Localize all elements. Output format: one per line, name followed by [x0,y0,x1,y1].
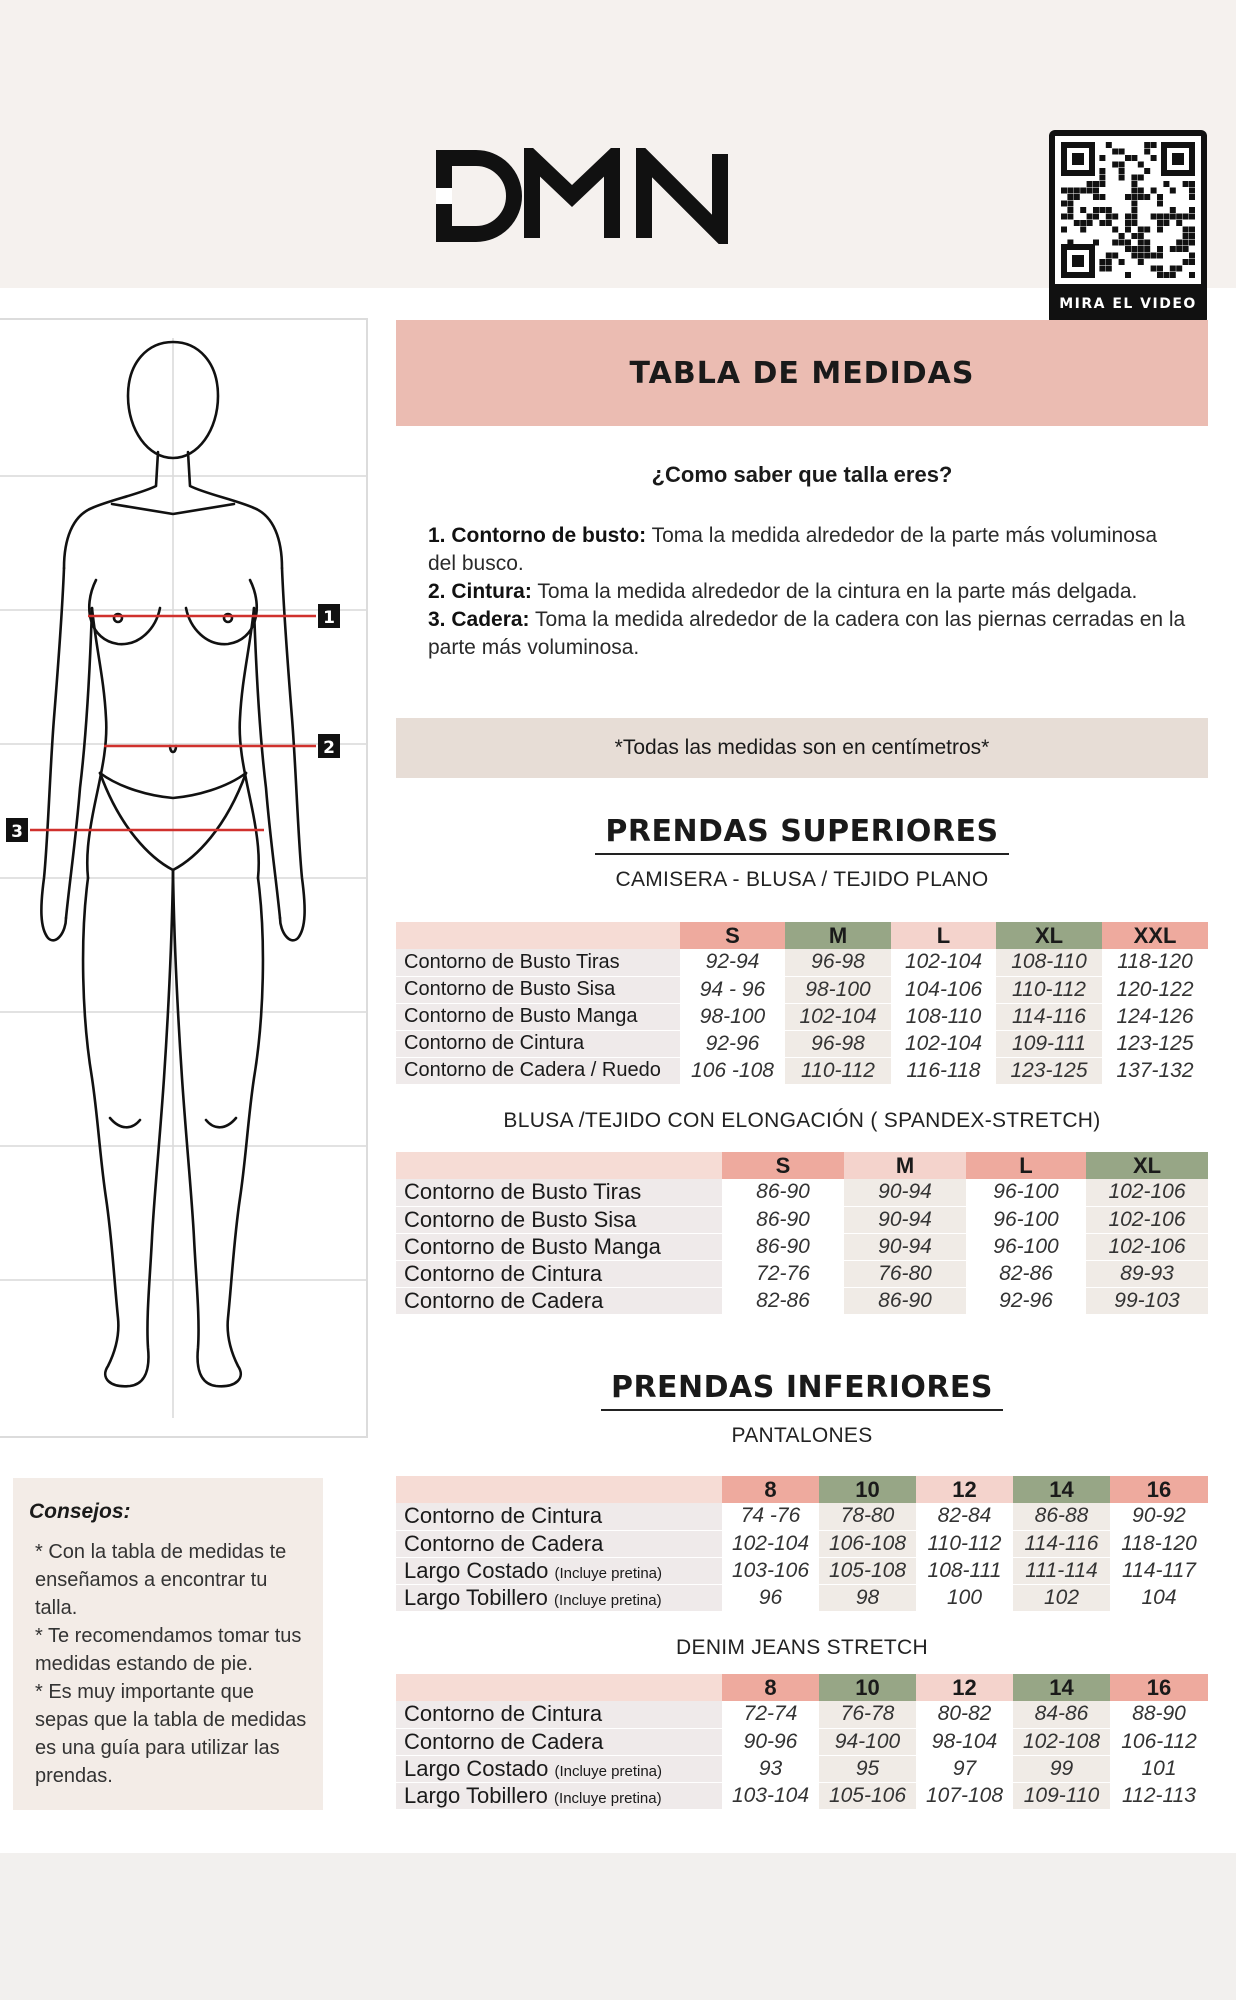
table-row [396,1530,1208,1557]
row-label [396,1503,722,1530]
cell: 92-96 [966,1287,1086,1314]
cell: 82-86 [966,1260,1086,1287]
cell: 123-125 [1102,1030,1208,1057]
size-header: L [891,922,996,949]
marker-1: 1 [323,608,335,628]
cell: 120-122 [1102,976,1208,1003]
qr-code-badge[interactable] [1049,130,1207,325]
cell: 94-100 [819,1728,916,1755]
cell: 111-114 [1013,1557,1110,1584]
cell: 104-106 [891,976,996,1003]
row-label-text: Largo Costado [404,1755,549,1781]
cell: 98-100 [785,976,891,1003]
table-row [396,1755,1208,1782]
table-corner [396,1152,722,1179]
size-header: S [680,922,785,949]
page-title: TABLA DE MEDIDAS [629,355,975,391]
cell: 78-80 [819,1503,916,1530]
row-label-text: Largo Tobillero [404,1782,548,1808]
size-header: 14 [1013,1476,1110,1503]
cell: 106 -108 [680,1057,785,1084]
size-header: M [785,922,891,949]
cell: 101 [1110,1755,1208,1782]
size-header: 16 [1110,1674,1208,1701]
section-heading: PRENDAS INFERIORES [601,1370,1003,1411]
cell: 106-108 [819,1530,916,1557]
row-label-note: (Incluye pretina) [554,1789,662,1807]
marker-2: 2 [323,738,335,758]
row-label: Contorno de Busto Tiras [396,949,680,976]
size-header: M [844,1152,966,1179]
row-label [396,1782,722,1809]
cell: 109-110 [1013,1782,1110,1809]
cell: 137-132 [1102,1057,1208,1084]
cell: 80-82 [916,1701,1013,1728]
section-heading: PRENDAS SUPERIORES [595,814,1008,855]
cell: 124-126 [1102,1003,1208,1030]
size-header: 12 [916,1476,1013,1503]
cell: 102-104 [785,1003,891,1030]
size-header: XL [1086,1152,1208,1179]
cell: 100 [916,1584,1013,1611]
row-label-text: Contorno de Cadera [404,1728,604,1754]
row-label-text: Largo Tobillero [404,1584,548,1610]
row-label-note: (Incluye pretina) [554,1591,662,1609]
table-row [396,1584,1208,1611]
row-label: Contorno de Cintura [396,1030,680,1057]
units-note: *Todas las medidas son en centímetros* [396,718,1208,778]
tip-item: * Es muy importante que sepas que la tabla de medidas es una guía para utilizar las prendas. [35,1681,307,1787]
section-title-superiores [396,814,1208,855]
table-row [396,949,1208,976]
cell: 98 [819,1584,916,1611]
qr-label: MIRA EL VIDEO [1059,296,1197,312]
step-label: 2. Cintura: [428,580,532,603]
table-row [396,1701,1208,1728]
row-label: Contorno de Busto Sisa [396,1206,722,1233]
cell: 106-112 [1110,1728,1208,1755]
cell: 89-93 [1086,1260,1208,1287]
cell: 96 [722,1584,819,1611]
cell: 102-108 [1013,1728,1110,1755]
cell: 94 - 96 [680,976,785,1003]
cell: 105-106 [819,1782,916,1809]
table-row [396,1179,1208,1206]
cell: 82-84 [916,1503,1013,1530]
cell: 74 -76 [722,1503,819,1530]
cell: 96-100 [966,1206,1086,1233]
footer-band [0,1853,1236,2000]
tips-title: Consejos: [29,1500,131,1523]
table-row [396,976,1208,1003]
cell: 114-116 [996,1003,1102,1030]
body-figure-illustration [0,318,370,1438]
cell: 110-112 [785,1057,891,1084]
step-text: Toma la medida alrededor de la cadera con las piernas cerradas en la parte más voluminosa. [428,608,1186,659]
row-label [396,1728,722,1755]
cell: 95 [819,1755,916,1782]
table-row [396,1003,1208,1030]
cell: 105-108 [819,1557,916,1584]
size-header: L [966,1152,1086,1179]
step-label: 3. Cadera: [428,608,530,631]
cell: 97 [916,1755,1013,1782]
cell: 108-111 [916,1557,1013,1584]
cell: 92-94 [680,949,785,976]
step-text: Toma la medida alrededor de la parte más voluminosa del busco. [428,524,1158,575]
table-row [396,1057,1208,1084]
tips-box [13,1478,323,1810]
row-label-note: (Incluye pretina) [554,1762,663,1780]
cell: 110-112 [916,1530,1013,1557]
row-label: Contorno de Cintura [396,1260,722,1287]
cell: 118-120 [1110,1530,1208,1557]
row-label: Contorno de Busto Tiras [396,1179,722,1206]
cell: 102-104 [722,1530,819,1557]
cell: 102-104 [891,949,996,976]
cell: 98-104 [916,1728,1013,1755]
cell: 118-120 [1102,949,1208,976]
cell: 86-90 [722,1179,844,1206]
cell: 102-106 [1086,1206,1208,1233]
cell: 103-104 [722,1782,819,1809]
cell: 90-94 [844,1206,966,1233]
row-label-note: (Incluye pretina) [554,1564,663,1582]
cell: 90-94 [844,1233,966,1260]
table-subtitle: PANTALONES [731,1424,873,1447]
row-label: Contorno de Cadera [396,1287,722,1314]
table-row [396,1557,1208,1584]
cell: 114-117 [1110,1557,1208,1584]
table-corner [396,1476,722,1503]
cell: 76-80 [844,1260,966,1287]
cell: 86-90 [844,1287,966,1314]
step-label: 1. Contorno de busto: [428,524,647,547]
marker-3: 3 [11,822,23,842]
size-question: ¿Como saber que talla eres? [651,462,953,487]
cell: 99-103 [1086,1287,1208,1314]
cell: 114-116 [1013,1530,1110,1557]
instruction-step [428,578,1188,606]
cell: 96-100 [966,1179,1086,1206]
tip-item: * Te recomendamos tomar tus medidas estando de pie. [35,1625,302,1675]
table-subtitle: DENIM JEANS STRETCH [676,1636,928,1659]
cell: 108-110 [996,949,1102,976]
row-label-text: Contorno de Cadera [404,1530,604,1556]
cell: 103-106 [722,1557,819,1584]
cell: 116-118 [891,1057,996,1084]
row-label: Contorno de Busto Manga [396,1003,680,1030]
cell: 72-74 [722,1701,819,1728]
table-row [396,1206,1208,1233]
row-label: Contorno de Cadera / Ruedo [396,1057,680,1084]
size-table-denim [396,1674,1208,1810]
cell: 86-88 [1013,1503,1110,1530]
qr-code-icon [1055,136,1201,284]
size-header: 12 [916,1674,1013,1701]
cell: 99 [1013,1755,1110,1782]
size-header: 10 [819,1476,916,1503]
row-label-text: Contorno de Cintura [404,1701,603,1727]
cell: 96-98 [785,1030,891,1057]
brand-logo [436,148,736,249]
size-header: S [722,1152,844,1179]
cell: 102-106 [1086,1233,1208,1260]
cell: 92-96 [680,1030,785,1057]
size-header: 16 [1110,1476,1208,1503]
cell: 90-94 [844,1179,966,1206]
cell: 82-86 [722,1287,844,1314]
cell: 104 [1110,1584,1208,1611]
table-row [396,1782,1208,1809]
instruction-step [428,606,1188,662]
tip-item: * Con la tabla de medidas te enseñamos a encontrar tu talla. [35,1541,287,1619]
size-header: 8 [722,1476,819,1503]
cell: 112-113 [1110,1782,1208,1809]
row-label-text: Contorno de Cintura [404,1503,603,1529]
cell: 123-125 [996,1057,1102,1084]
row-label: Contorno de Busto Manga [396,1233,722,1260]
table-row [396,1260,1208,1287]
row-label [396,1530,722,1557]
cell: 84-86 [1013,1701,1110,1728]
step-text: Toma la medida alrededor de la cintura en la parte más delgada. [537,580,1138,603]
cell: 102 [1013,1584,1110,1611]
row-label-text: Largo Costado [404,1557,549,1583]
table-row [396,1728,1208,1755]
cell: 86-90 [722,1206,844,1233]
cell: 72-76 [722,1260,844,1287]
cell: 109-111 [996,1030,1102,1057]
size-header: 10 [819,1674,916,1701]
instruction-step [428,522,1188,578]
cell: 102-106 [1086,1179,1208,1206]
measurement-instructions [428,522,1188,662]
table-row [396,1233,1208,1260]
row-label [396,1584,722,1611]
cell: 107-108 [916,1782,1013,1809]
size-header: 8 [722,1674,819,1701]
cell: 90-96 [722,1728,819,1755]
size-header: XL [996,922,1102,949]
size-header: 14 [1013,1674,1110,1701]
cell: 76-78 [819,1701,916,1728]
cell: 96-98 [785,949,891,976]
cell: 86-90 [722,1233,844,1260]
cell: 90-92 [1110,1503,1208,1530]
table-corner [396,922,680,949]
table-corner [396,1674,722,1701]
page-title-banner [396,320,1208,426]
size-header: XXL [1102,922,1208,949]
row-label: Contorno de Busto Sisa [396,976,680,1003]
size-table-tejido-plano [396,922,1208,1085]
cell: 96-100 [966,1233,1086,1260]
table-row [396,1287,1208,1314]
cell: 108-110 [891,1003,996,1030]
cell: 93 [722,1755,819,1782]
cell: 102-104 [891,1030,996,1057]
cell: 110-112 [996,976,1102,1003]
size-table-spandex [396,1152,1208,1315]
cell: 88-90 [1110,1701,1208,1728]
table-row [396,1030,1208,1057]
row-label [396,1557,722,1584]
section-title-inferiores [396,1370,1208,1411]
cell: 98-100 [680,1003,785,1030]
table-subtitle: CAMISERA - BLUSA / TEJIDO PLANO [615,868,989,891]
row-label [396,1755,722,1782]
size-table-pantalones [396,1476,1208,1612]
table-row [396,1503,1208,1530]
table-subtitle: BLUSA /TEJIDO CON ELONGACIÓN ( SPANDEX-STRETCH) [503,1109,1101,1132]
row-label [396,1701,722,1728]
